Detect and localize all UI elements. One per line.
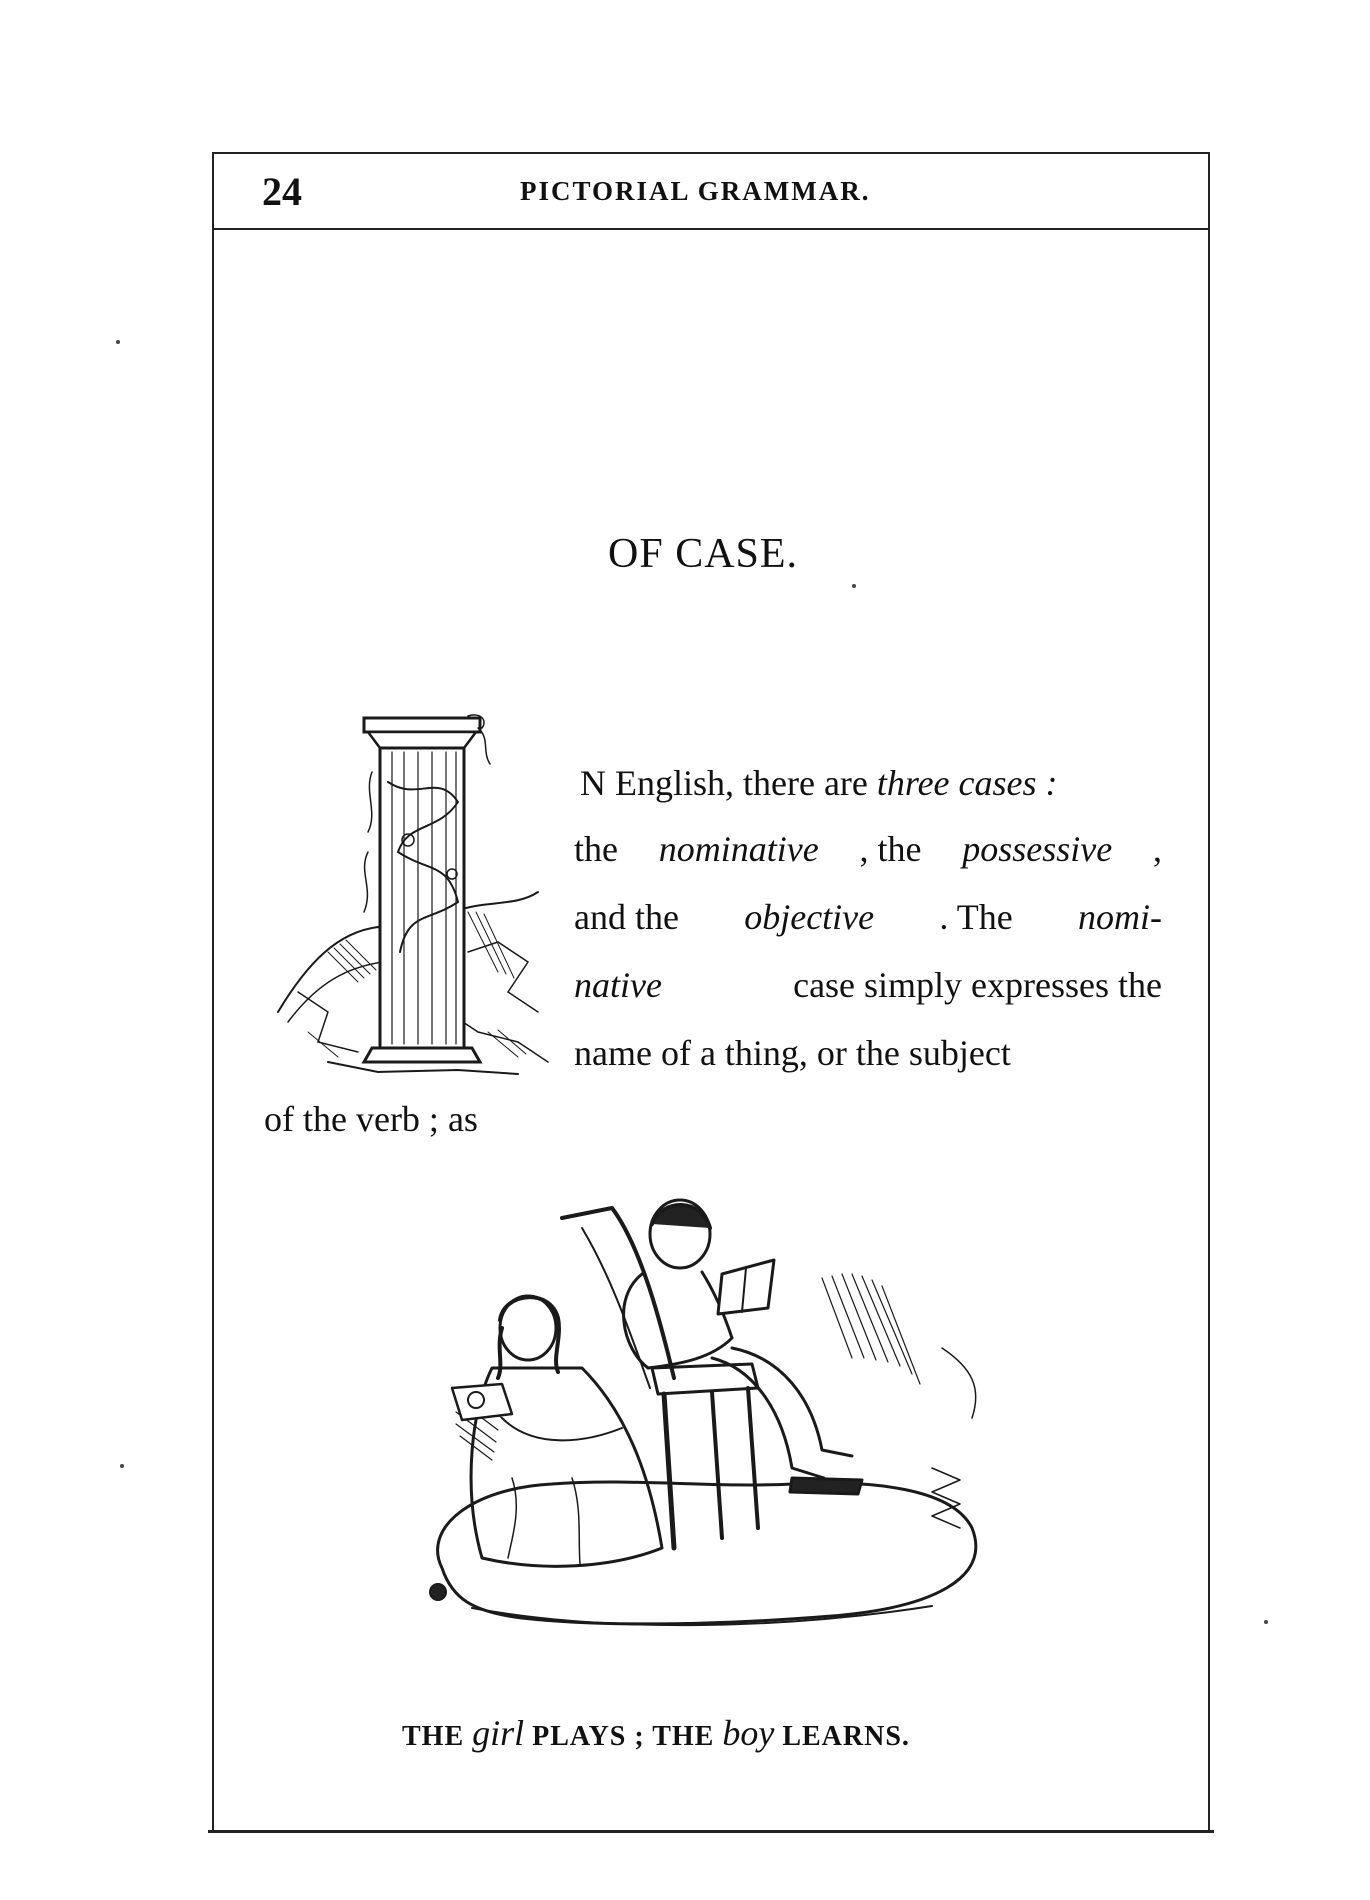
frame-bottom-rule [208,1830,1214,1833]
page-number: 24 [262,169,302,214]
illustration-caption: THE girl PLAYS ; THE boy LEARNS. [402,1713,910,1753]
stray-dot [852,584,856,588]
body-line: N English, there are three cases : [580,763,1058,803]
stray-dot [116,340,120,344]
body-line: of the verb ; as [264,1099,478,1139]
body-line: the nominative , the possessive , [574,829,1162,869]
body-line: and the objective . The nomi- [574,897,1162,937]
running-title: PICTORIAL GRAMMAR. [520,176,871,206]
body-line: native case simply expresses the [574,965,1162,1005]
header-rule [212,228,1210,230]
section-title: OF CASE. [608,531,799,577]
stray-dot [1264,1620,1268,1624]
column-initial-letter-i-icon [268,712,568,1088]
girl-and-boy-reading-illustration-icon [412,1188,1012,1668]
stray-dot [120,1464,124,1468]
body-line: name of a thing, or the subject [574,1033,1011,1073]
